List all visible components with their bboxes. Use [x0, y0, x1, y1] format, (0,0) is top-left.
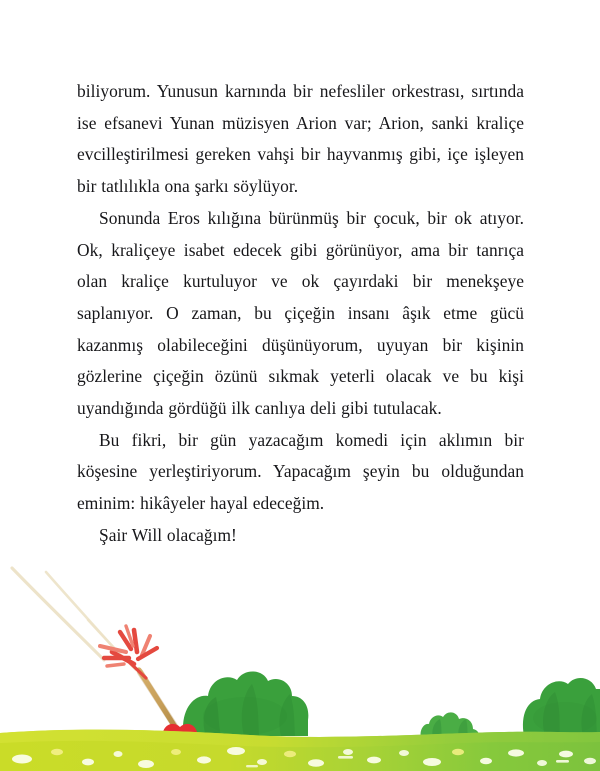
paragraph: Bu fikri, bir gün yazacağım komedi için aklımın bir köşesine yerleştiriyorum. Yapacağım şeyin bu olduğundan eminim: hikâyeler hayal edeceğim. [77, 429, 524, 514]
bush-right-icon [523, 678, 600, 736]
bush-small-center-icon [421, 712, 480, 738]
arrow-icon [100, 626, 178, 731]
grass-band [0, 730, 600, 771]
paragraph: Sonunda Eros kılığına bürünmüş bir çocuk, bir ok atıyor. Ok, kraliçeye isabet edecek gibi görünüyor, ama bir tanrıça olan kraliçe kurtuluyor ve ok çayırdaki bir menekşeye saplanıyor. O zaman, bu çiçeğin insanı âşık etme gücü kazanmış olabileceğini düşünüyorum, uyuyan bir kişinin gözlerine çiçeğin özünü sıkmak yeterli olacak ve bu kişi uyandığında gördüğü ilk canlıya deli gibi tutulacak. [77, 207, 524, 419]
bush-left-icon [183, 671, 308, 736]
motion-trail-icon [12, 568, 136, 670]
paragraph: biliyorum. Yunusun karnında bir nefesliler orkestrası, sırtında ise efsanevi Yunan müzisyen Arion var; Arion, sanki kraliçe evcilleştirilmesi gereken vahşi bir hayvanmış gibi, içe işleyen bir tatlılıkla ona şarkı söylüyor. [77, 81, 524, 197]
paragraph: Şair Will olacağım! [99, 524, 237, 545]
bottom-illustration [0, 560, 600, 771]
page-text-body [77, 76, 524, 552]
grass-dots [12, 747, 596, 768]
heart-target-icon [163, 724, 198, 750]
